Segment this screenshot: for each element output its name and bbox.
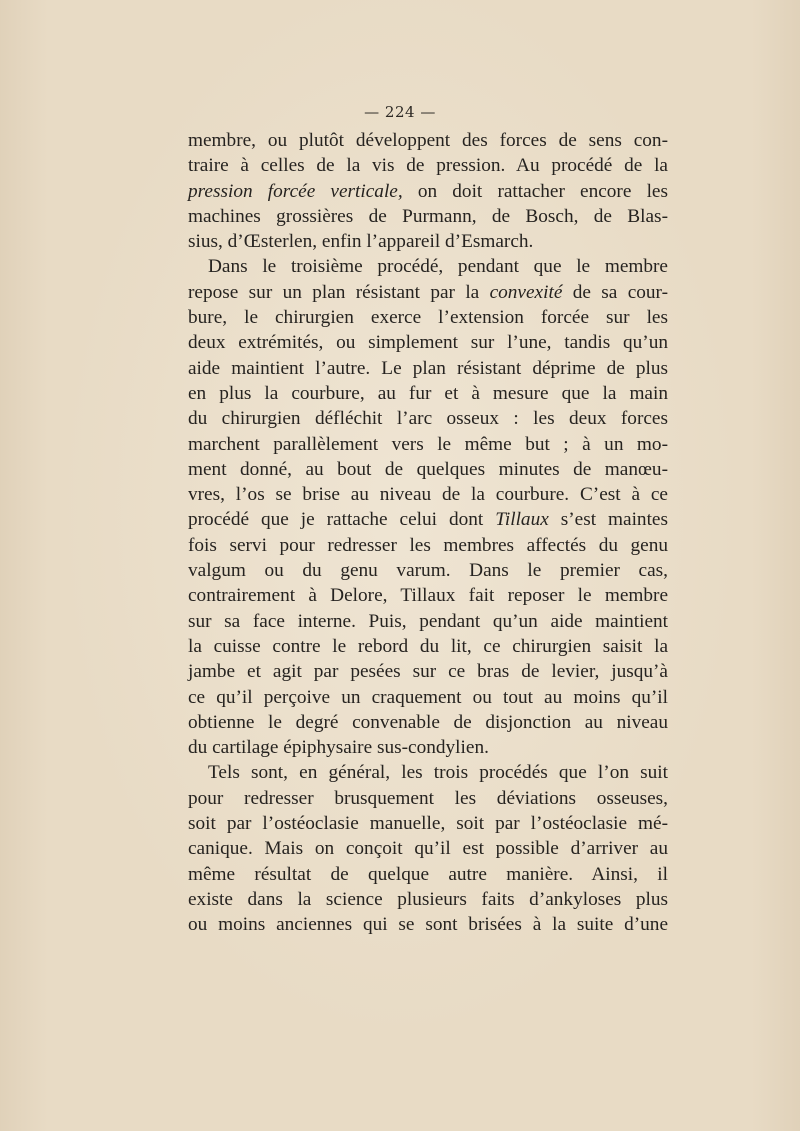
text-line: [188, 204, 668, 229]
text-segment: obtienne le degré convenable de disjonction au niveau: [188, 711, 668, 733]
text-segment: membre, ou plutôt développent des forces de sens con-: [188, 130, 668, 151]
text-line: [188, 786, 668, 811]
text-segment: ment donné, au bout de quelques minutes de manœu-: [188, 458, 668, 480]
text-line: [188, 912, 668, 937]
text-line: [188, 457, 668, 482]
text-line: [188, 634, 668, 659]
text-segment: s’est maintes: [548, 509, 668, 531]
text-segment: canique. Mais on conçoit qu’il est possible d’arriver au: [188, 838, 668, 860]
text-segment: on doit rattacher encore les: [402, 180, 668, 202]
text-line: [188, 128, 668, 153]
text-segment: Tels sont, en général, les trois procédés que l’on suit: [208, 762, 668, 784]
text-segment: bure, le chirurgien exerce l’extension forcée sur les: [188, 307, 668, 329]
text-line: [188, 583, 668, 608]
page-number: — 224 —: [364, 103, 436, 121]
text-segment: ce qu’il perçoive un craquement ou tout au moins qu’il: [188, 686, 668, 708]
text-segment: pour redresser brusquement les déviations osseuses,: [188, 787, 668, 809]
text-line: [188, 330, 668, 355]
text-line: [188, 760, 668, 785]
italic-text: convexité: [489, 281, 563, 303]
text-segment: même résultat de quelque autre manière. Ainsi, il: [188, 863, 668, 885]
text-segment: ou moins anciennes qui se sont brisées à la suite d’une: [188, 914, 668, 936]
text-line: [188, 811, 668, 836]
text-line: [188, 406, 668, 431]
text-line: [188, 659, 668, 684]
text-line: [188, 735, 668, 760]
text-segment: aide maintient l’autre. Le plan résistant déprime de plus: [188, 357, 668, 379]
italic-text: Tillaux: [495, 509, 549, 531]
text-segment: marchent parallèlement vers le même but ; à un mo-: [188, 433, 668, 455]
text-segment: Dans le troisième procédé, pendant que le membre: [208, 256, 668, 278]
text-line: [188, 280, 668, 305]
text-line: [188, 482, 668, 507]
text-line: [188, 153, 668, 178]
text-segment: en plus la courbure, au fur et à mesure que la main: [188, 382, 668, 404]
text-segment: deux extrémités, ou simplement sur l’une, tandis qu’un: [188, 332, 668, 354]
text-line: [188, 507, 668, 532]
text-line: [188, 533, 668, 558]
text-line: [188, 836, 668, 861]
text-line: [188, 558, 668, 583]
text-segment: existe dans la science plusieurs faits d’ankyloses plus: [188, 888, 668, 910]
text-line: [188, 685, 668, 710]
text-line: [188, 179, 668, 204]
text-line: [188, 710, 668, 735]
body-text: [188, 128, 668, 938]
text-segment: du chirurgien défléchit l’arc osseux : les deux forces: [188, 408, 668, 430]
text-segment: sius, d’Œsterlen, enfin l’appareil d’Esmarch.: [188, 231, 534, 253]
text-line: [188, 229, 668, 254]
text-segment: contrairement à Delore, Tillaux fait reposer le membre: [188, 585, 668, 607]
italic-text: pression forcée verticale,: [188, 180, 403, 202]
text-segment: traire à celles de la vis de pression. Au procédé de la: [188, 155, 668, 177]
text-line: [188, 432, 668, 457]
text-line: [188, 254, 668, 279]
text-segment: fois servi pour redresser les membres affectés du genu: [188, 534, 668, 556]
text-line: [188, 381, 668, 406]
text-segment: jambe et agit par pesées sur ce bras de levier, jusqu’à: [188, 661, 668, 683]
text-segment: du cartilage épiphysaire sus-condylien.: [188, 737, 489, 759]
text-line: [188, 356, 668, 381]
text-line: [188, 609, 668, 634]
text-line: [188, 305, 668, 330]
text-line: [188, 887, 668, 912]
text-segment: valgum ou du genu varum. Dans le premier cas,: [188, 560, 668, 582]
text-segment: sur sa face interne. Puis, pendant qu’un aide maintient: [188, 610, 668, 632]
text-segment: la cuisse contre le rebord du lit, ce chirurgien saisit la: [188, 635, 668, 657]
text-segment: machines grossières de Purmann, de Bosch, de Blas-: [188, 205, 668, 227]
text-segment: procédé que je rattache celui dont: [188, 509, 496, 531]
text-line: [188, 862, 668, 887]
text-segment: repose sur un plan résistant par la: [188, 281, 490, 303]
text-segment: vres, l’os se brise au niveau de la courbure. C’est à ce: [188, 484, 668, 506]
text-segment: de sa cour-: [562, 281, 668, 303]
text-segment: soit par l’ostéoclasie manuelle, soit par l’ostéoclasie mé-: [188, 813, 668, 835]
